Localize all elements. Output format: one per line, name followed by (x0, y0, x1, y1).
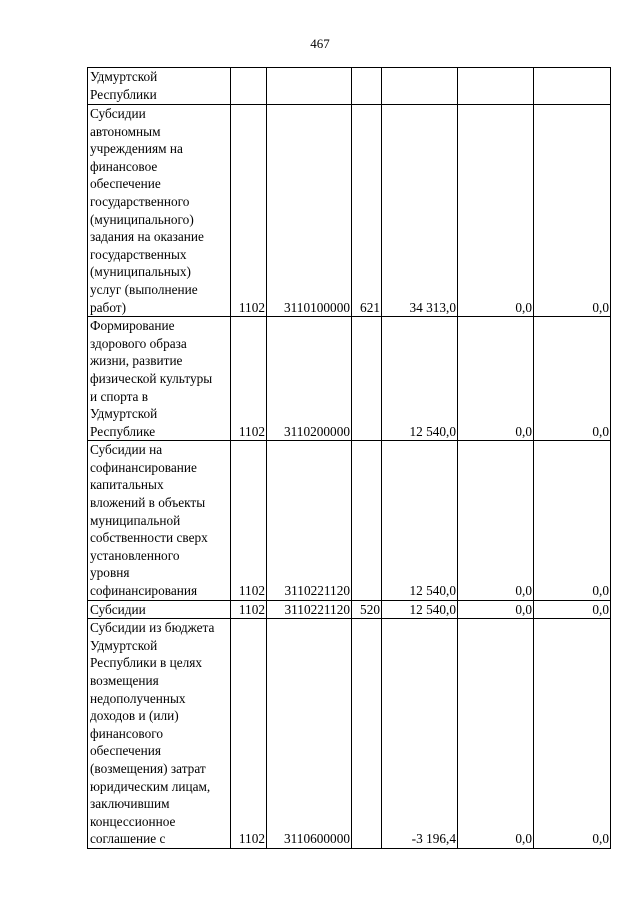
section-code-cell: 1102 (231, 441, 267, 600)
amount-year3-cell: 0,0 (534, 619, 611, 849)
table-row (88, 68, 611, 105)
target-code-cell: 3110100000 (267, 105, 352, 317)
expense-type-cell (352, 619, 382, 849)
table-row (88, 317, 611, 441)
amount-year1-cell: 12 540,0 (382, 441, 458, 600)
amount-year1-cell: 12 540,0 (382, 317, 458, 441)
target-code-cell (267, 68, 352, 105)
row-name-cell: Формирование здорового образа жизни, развитие физической культуры и спорта в Удмуртской Республике (88, 317, 231, 441)
row-name-cell: Субсидии из бюджета Удмуртской Республики в целях возмещения недополученных доходов и (или) финансового обеспечения (возмещения) затрат юридическим лицам, заключившим концессионное соглашение с (88, 619, 231, 849)
row-name-cell: Субсидии автономным учреждениям на финансовое обеспечение государственного (муниципального) задания на оказание государственных (муниципальных) услуг (выполнение работ) (88, 105, 231, 317)
target-code-cell: 3110221120 (267, 600, 352, 619)
row-name-cell: Удмуртской Республики (88, 68, 231, 105)
expense-type-cell (352, 441, 382, 600)
section-code-cell: 1102 (231, 317, 267, 441)
page-number: 467 (310, 36, 330, 51)
amount-year1-cell: -3 196,4 (382, 619, 458, 849)
expense-type-cell: 621 (352, 105, 382, 317)
expense-type-cell: 520 (352, 600, 382, 619)
section-code-cell: 1102 (231, 619, 267, 849)
amount-year2-cell: 0,0 (458, 619, 534, 849)
target-code-cell: 3110200000 (267, 317, 352, 441)
target-code-cell: 3110221120 (267, 441, 352, 600)
section-code-cell: 1102 (231, 600, 267, 619)
section-code-cell: 1102 (231, 105, 267, 317)
amount-year1-cell: 34 313,0 (382, 105, 458, 317)
amount-year3-cell: 0,0 (534, 600, 611, 619)
amount-year3-cell: 0,0 (534, 105, 611, 317)
section-code-cell (231, 68, 267, 105)
amount-year1-cell (382, 68, 458, 105)
budget-table (87, 67, 611, 849)
table-row (88, 619, 611, 849)
target-code-cell: 3110600000 (267, 619, 352, 849)
table-row (88, 105, 611, 317)
expense-type-cell (352, 317, 382, 441)
amount-year2-cell: 0,0 (458, 600, 534, 619)
amount-year3-cell: 0,0 (534, 317, 611, 441)
amount-year2-cell: 0,0 (458, 317, 534, 441)
table-row (88, 600, 611, 619)
amount-year2-cell: 0,0 (458, 441, 534, 600)
amount-year3-cell (534, 68, 611, 105)
row-name-cell: Субсидии на софинансирование капитальных вложений в объекты муниципальной собственности сверх установленного уровня софинансирования (88, 441, 231, 600)
expense-type-cell (352, 68, 382, 105)
amount-year3-cell: 0,0 (534, 441, 611, 600)
table-row (88, 441, 611, 600)
amount-year2-cell (458, 68, 534, 105)
amount-year1-cell: 12 540,0 (382, 600, 458, 619)
amount-year2-cell: 0,0 (458, 105, 534, 317)
row-name-cell: Субсидии (88, 600, 231, 619)
